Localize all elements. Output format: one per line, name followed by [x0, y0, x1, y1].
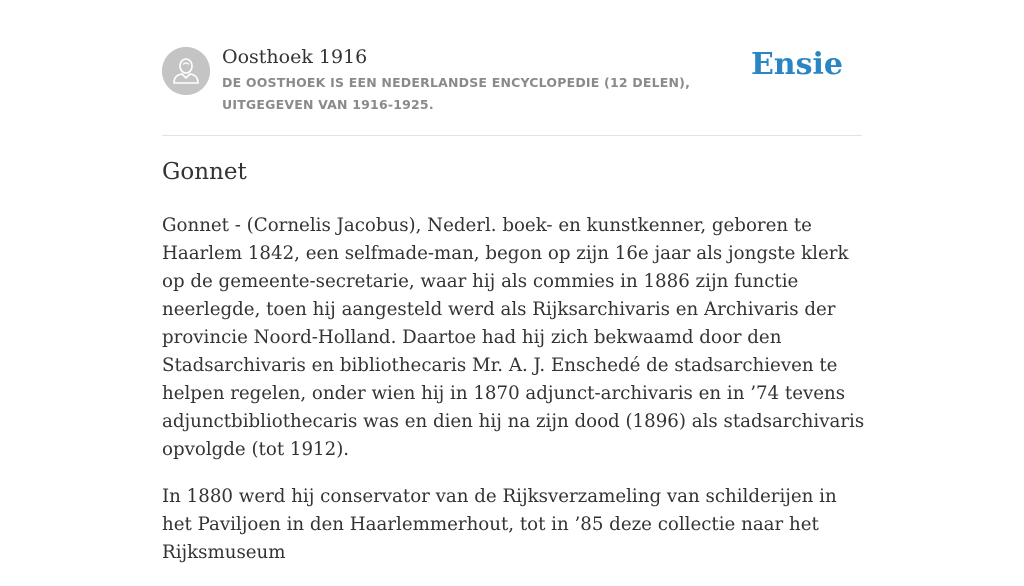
- article-title: Gonnet: [162, 159, 247, 185]
- page-container: [162, 0, 865, 563]
- source-name[interactable]: Oosthoek 1916: [222, 46, 368, 68]
- article-paragraph: In 1880 werd hij conservator van de Rijksverzameling van schilderijen in het Paviljoen in den Haarlemmerhout, tot in ’85 deze collectie naar het Rijksmuseum: [162, 486, 837, 563]
- article-paragraph: Gonnet - (Cornelis Jacobus), Nederl. boek- en kunstkenner, geboren te Haarlem 1842, een selfmade-man, begon op zijn 16e jaar als jongste klerk op de gemeente-secretarie, waar hij als commies in 1886 zijn functie neerlegde, toen hij aangesteld werd als Rijksarchivaris en Archivaris der provincie Noord-Holland. Daartoe had hij zich bekwaamd door den Stadsarchivaris en bibliothecaris Mr. A. J. Enschedé de stadsarchieven te helpen regelen, onder wien hij in 1870 adjunct-archivaris en in ’74 tevens adjunctbibliothecaris was en dien hij na zijn dood (1896) als stadsarchivaris opvolgde (tot 1912).: [162, 215, 865, 460]
- source-header: [162, 0, 862, 136]
- user-icon[interactable]: [162, 47, 210, 95]
- ensie-logo[interactable]: Ensie: [750, 47, 843, 82]
- source-description: DE OOSTHOEK IS EEN NEDERLANDSE ENCYCLOPEDIE (12 DELEN), UITGEGEVEN VAN 1916-1925.: [222, 75, 691, 112]
- article-body: [162, 212, 868, 586]
